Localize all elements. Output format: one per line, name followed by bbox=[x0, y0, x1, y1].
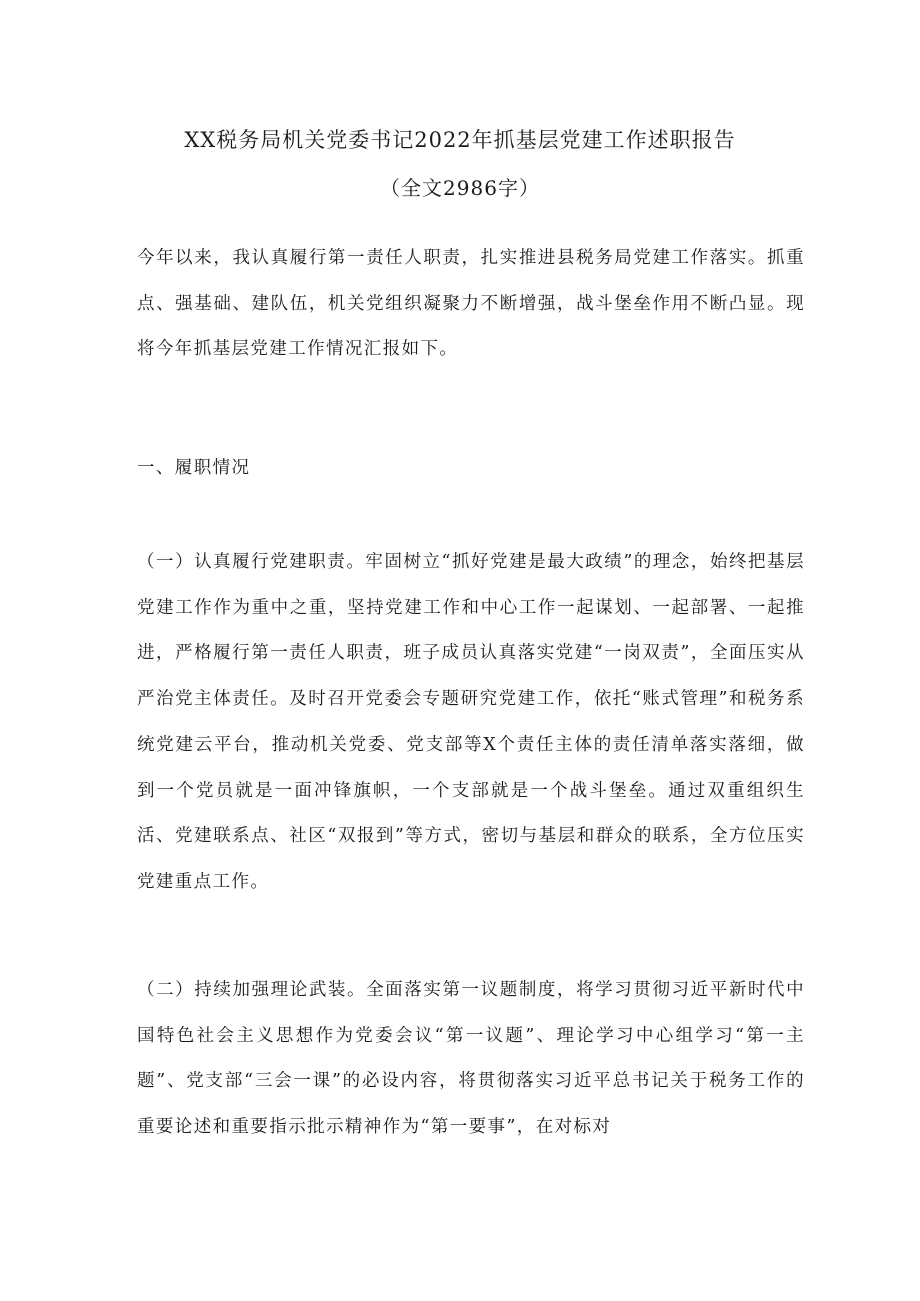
document-title: XX税务局机关党委书记2022年抓基层党建工作述职报告 bbox=[184, 128, 736, 152]
paragraph-party-duties: （一）认真履行党建职责。牢固树立“抓好党建是最大政绩”的理念，始终把基层党建工作作为重中之重，坚持党建工作和中心工作一起谋划、一起部署、一起推进，严格履行第一责任人职责，班子成员认真落实党建“一岗双责”，全面压实从严治党主体责任。及时召开党委会专题研究党建工作，依托“账式管理”和税务系统党建云平台，推动机关党委、党支部等X个责任主体的责任清单落实落细，做到一个党员就是一面冲锋旗帜，一个支部就是一个战斗堡垒。通过双重组织生活、党建联系点、社区“双报到”等方式，密切与基层和群众的联系，全方位压实党建重点工作。 bbox=[137, 552, 805, 892]
paragraph-theory-study: （二）持续加强理论武装。全面落实第一议题制度，将学习贯彻习近平新时代中国特色社会主义思想作为党委会议“第一议题”、理论学习中心组学习“第一主题”、党支部“三会一课”的必设内容，将贯彻落实习近平总书记关于税务工作的重要论述和重要指示批示精神作为“第一要事”，在对标对 bbox=[137, 980, 805, 1138]
section-heading: 一、履职情况 bbox=[137, 458, 251, 478]
document-subtitle: （全文2986字） bbox=[380, 176, 540, 200]
intro-paragraph: 今年以来，我认真履行第一责任人职责，扎实推进县税务局党建工作落实。抓重点、强基础、建队伍，机关党组织凝聚力不断增强，战斗堡垒作用不断凸显。现将今年抓基层党建工作情况汇报如下。 bbox=[137, 248, 805, 360]
